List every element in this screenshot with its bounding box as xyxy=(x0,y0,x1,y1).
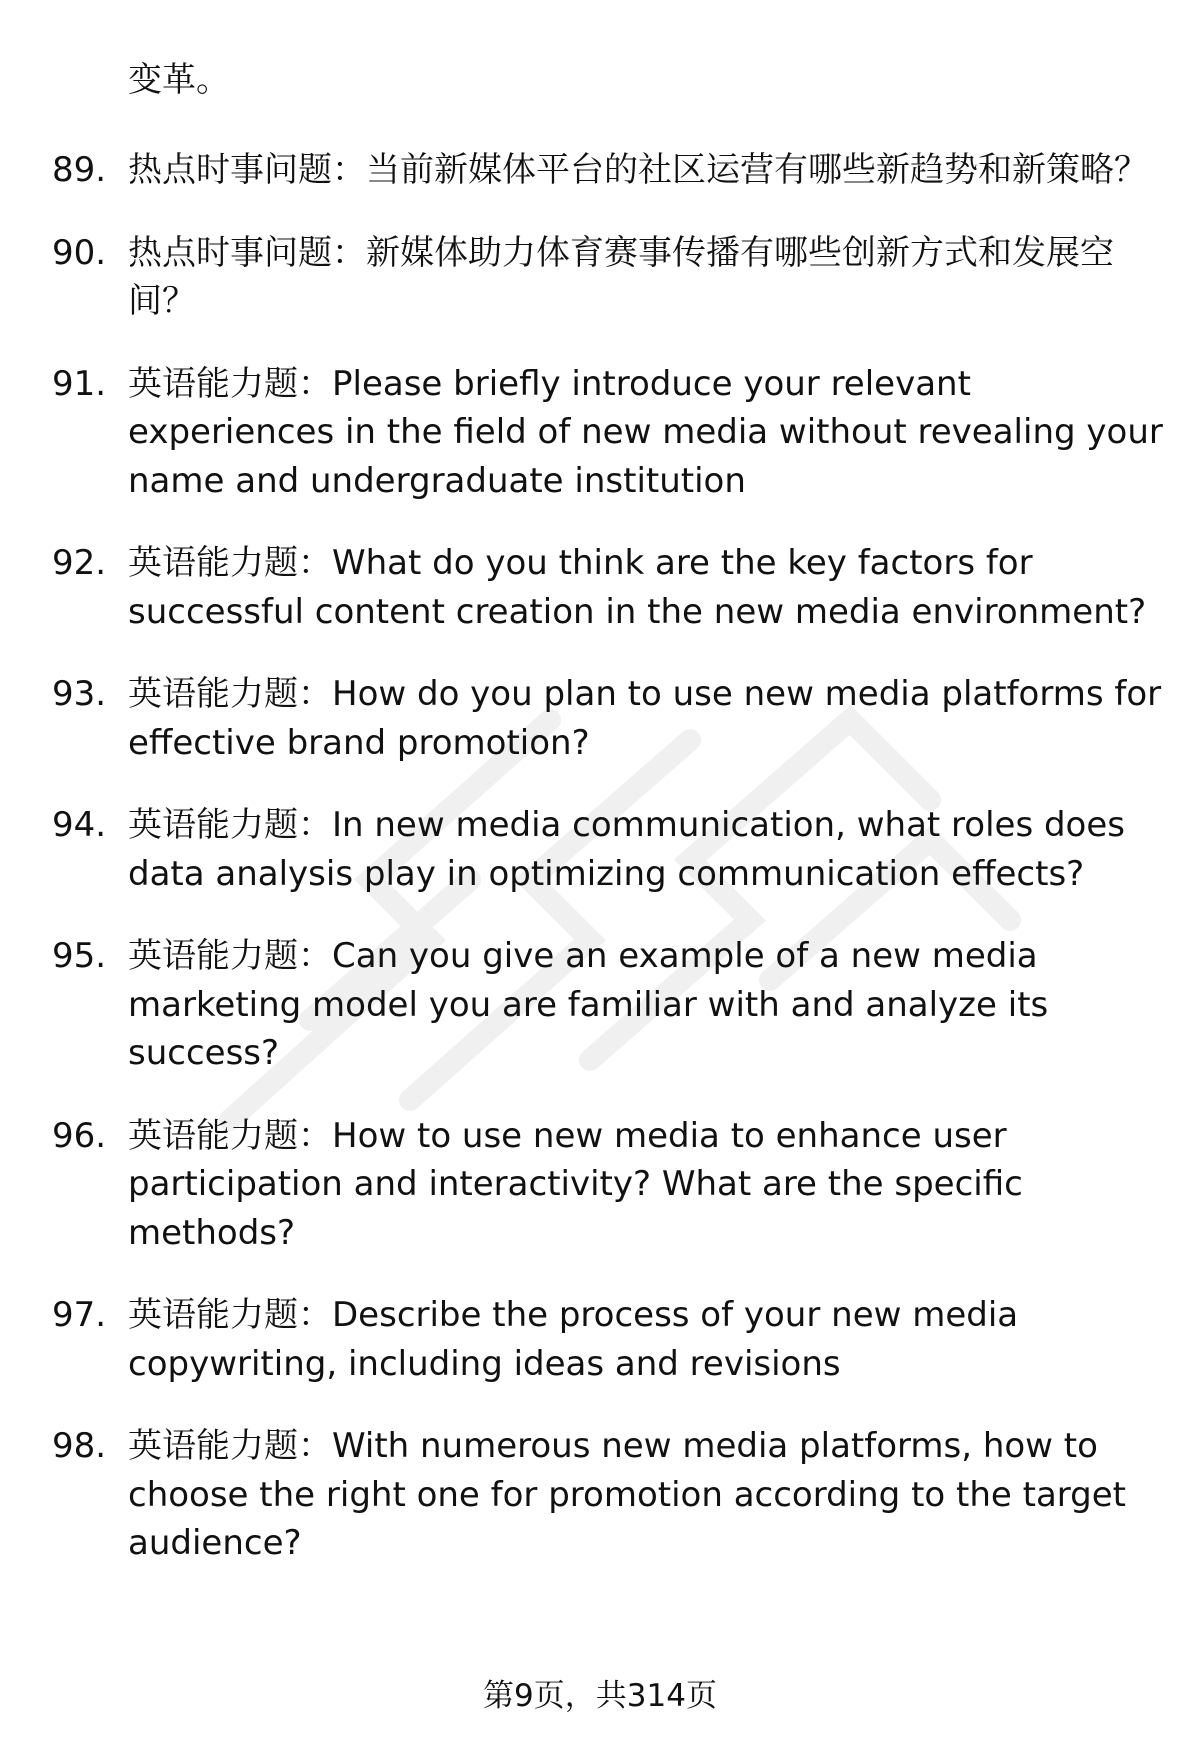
question-body xyxy=(128,1291,1168,1388)
question-text: How do you plan to use new media platforms for effective brand promotion? xyxy=(128,674,1162,763)
question-category: 英语能力题： xyxy=(128,1426,332,1466)
page-number-footer: 第9页，共314页 xyxy=(483,1678,717,1714)
question-category: 英语能力题： xyxy=(128,805,332,845)
question-text: Can you give an example of a new media marketing model you are familiar with and analyze its success? xyxy=(128,936,1049,1073)
question-text: In new media communication, what roles does data analysis play in optimizing communication effects? xyxy=(128,805,1125,894)
question-item xyxy=(0,801,1200,898)
question-category: 英语能力题： xyxy=(128,674,332,714)
question-category: 热点时事问题： xyxy=(128,150,366,190)
question-category: 英语能力题： xyxy=(128,543,332,583)
question-item xyxy=(0,539,1200,636)
question-body xyxy=(128,146,1168,195)
question-item xyxy=(0,932,1200,1078)
question-body xyxy=(128,932,1168,1078)
question-text: How to use new media to enhance user participation and interactivity? What are the specific methods? xyxy=(128,1115,1023,1253)
question-number: 97. xyxy=(52,1295,107,1335)
question-body xyxy=(128,670,1168,767)
question-item xyxy=(0,229,1200,326)
question-item xyxy=(0,1112,1200,1258)
question-category: 英语能力题： xyxy=(128,363,332,404)
question-category: 热点时事问题： xyxy=(128,232,366,273)
question-text: What do you think are the key factors for successful content creation in the new media environment? xyxy=(128,543,1147,632)
question-number: 98. xyxy=(52,1426,107,1466)
question-number: 93. xyxy=(52,674,107,714)
question-number: 96. xyxy=(52,1115,107,1156)
question-text: Describe the process of your new media copywriting, including ideas and revisions xyxy=(128,1295,1019,1384)
question-body xyxy=(128,1422,1168,1568)
question-item xyxy=(0,360,1200,506)
question-text: Please briefly introduce your relevant experiences in the field of new media without revealing your name and undergraduate institution xyxy=(128,363,1163,501)
question-item xyxy=(0,670,1200,767)
question-text: 当前新媒体平台的社区运营有哪些新趋势和新策略？ xyxy=(366,150,1148,190)
question-item xyxy=(0,1422,1200,1568)
question-list xyxy=(0,146,1200,1602)
question-number: 90. xyxy=(52,232,107,273)
question-item xyxy=(0,146,1200,195)
question-category: 英语能力题： xyxy=(128,936,332,976)
question-number: 89. xyxy=(52,150,107,190)
question-category: 英语能力题： xyxy=(128,1295,332,1335)
question-item xyxy=(0,1291,1200,1388)
question-body xyxy=(128,539,1168,636)
question-body xyxy=(128,801,1168,898)
question-number: 91. xyxy=(52,363,107,404)
question-number: 94. xyxy=(52,805,107,845)
question-number: 92. xyxy=(52,543,107,583)
question-text: 新媒体助力体育赛事传播有哪些创新方式和发展空间？ xyxy=(128,232,1114,321)
question-body xyxy=(128,360,1168,506)
question-body xyxy=(128,229,1168,326)
question-text: With numerous new media platforms, how to choose the right one for promotion according to the target audience? xyxy=(128,1426,1126,1563)
question-body xyxy=(128,1112,1168,1258)
question-category: 英语能力题： xyxy=(128,1115,332,1156)
question-number: 95. xyxy=(52,936,107,976)
continuation-text: 变革。 xyxy=(128,60,230,100)
